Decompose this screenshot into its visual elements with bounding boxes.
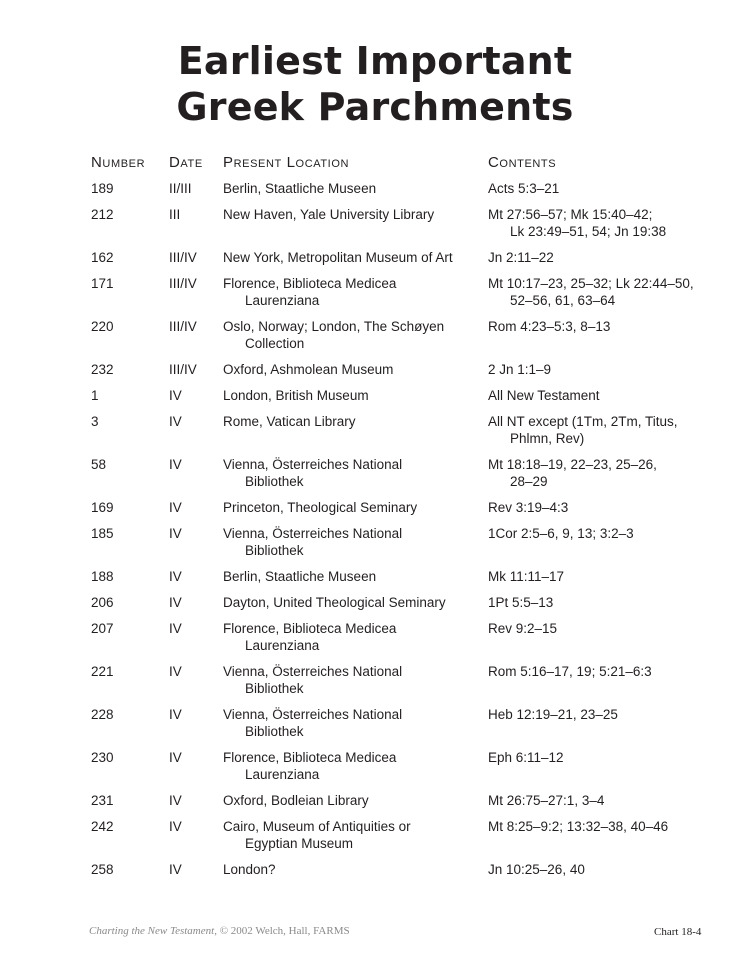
row-number: 242 (91, 819, 114, 834)
row-date: IV (169, 707, 182, 722)
location-line: Bibliothek (245, 681, 304, 696)
row-contents (488, 249, 718, 266)
title-line-2: Greek Parchments (176, 85, 574, 129)
row-location (223, 861, 478, 878)
row-date: IV (169, 526, 182, 541)
row-number: 207 (91, 621, 114, 636)
location-line: Bibliothek (245, 543, 304, 558)
row-number: 169 (91, 500, 114, 515)
location-line: Vienna, Österreiches National (223, 664, 403, 679)
contents-line: All New Testament (488, 388, 600, 403)
row-location (223, 206, 478, 223)
row-number: 185 (91, 526, 114, 541)
location-line: Florence, Biblioteca Medicea (223, 621, 397, 636)
row-date: III/IV (169, 362, 197, 377)
row-date: IV (169, 664, 182, 679)
row-number: 231 (91, 793, 114, 808)
contents-line: 2 Jn 1:1–9 (488, 362, 552, 377)
row-location (223, 387, 478, 404)
row-contents (488, 594, 718, 611)
location-line: Dayton, United Theological Seminary (223, 595, 446, 610)
row-contents (488, 413, 718, 447)
row-contents (488, 818, 718, 835)
contents-line: Heb 12:19–21, 23–25 (488, 707, 618, 722)
row-contents (488, 861, 718, 878)
row-location (223, 792, 478, 809)
contents-line: Mt 27:56–57; Mk 15:40–42; (488, 207, 653, 222)
location-line: New York, Metropolitan Museum of Art (223, 250, 453, 265)
source-credit (89, 925, 350, 937)
location-line: Laurenziana (245, 293, 320, 308)
row-location (223, 456, 478, 490)
location-line: Cairo, Museum of Antiquities or (223, 819, 411, 834)
row-date: IV (169, 457, 182, 472)
row-number: 230 (91, 750, 114, 765)
location-line: Florence, Biblioteca Medicea (223, 750, 397, 765)
row-location (223, 706, 478, 740)
header-contents: Contents (488, 154, 557, 171)
contents-line: Acts 5:3–21 (488, 181, 560, 196)
contents-line: Eph 6:11–12 (488, 750, 564, 765)
row-date: II/III (169, 181, 192, 196)
contents-line: Mt 10:17–23, 25–32; Lk 22:44–50, (488, 276, 694, 291)
row-date: III/IV (169, 250, 197, 265)
contents-line: Rev 9:2–15 (488, 621, 558, 636)
row-contents (488, 499, 718, 516)
row-date: IV (169, 750, 182, 765)
location-line: Rome, Vatican Library (223, 414, 356, 429)
header-number: Number (91, 154, 146, 171)
contents-line: 52–56, 61, 63–64 (510, 293, 616, 308)
row-date: IV (169, 862, 182, 877)
row-number: 1 (91, 388, 99, 403)
row-number: 171 (91, 276, 114, 291)
location-line: Oslo, Norway; London, The Schøyen (223, 319, 445, 334)
row-number: 221 (91, 664, 114, 679)
contents-line: Mt 8:25–9:2; 13:32–38, 40–46 (488, 819, 669, 834)
contents-line: Rev 3:19–4:3 (488, 500, 569, 515)
row-date: III/IV (169, 319, 197, 334)
contents-line: Jn 10:25–26, 40 (488, 862, 585, 877)
row-contents (488, 620, 718, 637)
row-number: 220 (91, 319, 114, 334)
header-location: Present Location (223, 154, 350, 171)
contents-line: Mk 11:11–17 (488, 569, 565, 584)
location-line: Vienna, Österreiches National (223, 707, 403, 722)
row-number: 3 (91, 414, 99, 429)
row-location (223, 499, 478, 516)
row-location (223, 568, 478, 585)
row-location (223, 525, 478, 559)
location-line: Berlin, Staatliche Museen (223, 181, 377, 196)
row-number: 228 (91, 707, 114, 722)
row-contents (488, 361, 718, 378)
title-line-1: Earliest Important (177, 39, 573, 83)
location-line: New Haven, Yale University Library (223, 207, 435, 222)
contents-line: Mt 18:18–19, 22–23, 25–26, (488, 457, 657, 472)
row-contents (488, 387, 718, 404)
row-contents (488, 663, 718, 680)
location-line: Berlin, Staatliche Museen (223, 569, 377, 584)
contents-line: 1Cor 2:5–6, 9, 13; 3:2–3 (488, 526, 634, 541)
row-location (223, 180, 478, 197)
row-contents (488, 275, 718, 309)
row-contents (488, 180, 718, 197)
header-date: Date (169, 154, 203, 171)
row-number: 188 (91, 569, 114, 584)
row-location (223, 413, 478, 430)
row-date: IV (169, 500, 182, 515)
location-line: Princeton, Theological Seminary (223, 500, 418, 515)
row-number: 189 (91, 181, 114, 196)
location-line: London? (223, 862, 276, 877)
location-line: Bibliothek (245, 724, 304, 739)
location-line: Bibliothek (245, 474, 304, 489)
row-location (223, 594, 478, 611)
location-line: Laurenziana (245, 767, 320, 782)
page-title (0, 38, 750, 130)
location-line: London, British Museum (223, 388, 369, 403)
row-contents (488, 792, 718, 809)
contents-line: Rom 4:23–5:3, 8–13 (488, 319, 611, 334)
row-location (223, 620, 478, 654)
contents-line: Phlmn, Rev) (510, 431, 585, 446)
row-date: IV (169, 595, 182, 610)
row-date: IV (169, 793, 182, 808)
contents-line: All NT except (1Tm, 2Tm, Titus, (488, 414, 678, 429)
contents-line: 28–29 (510, 474, 548, 489)
source-title: Charting the New Testament (89, 925, 215, 937)
row-contents (488, 206, 718, 240)
row-date: IV (169, 621, 182, 636)
location-line: Egyptian Museum (245, 836, 354, 851)
contents-line: Jn 2:11–22 (488, 250, 554, 265)
row-number: 258 (91, 862, 114, 877)
row-date: IV (169, 819, 182, 834)
location-line: Oxford, Bodleian Library (223, 793, 369, 808)
row-location (223, 249, 478, 266)
location-line: Laurenziana (245, 638, 320, 653)
location-line: Vienna, Österreiches National (223, 526, 403, 541)
row-number: 206 (91, 595, 114, 610)
contents-line: 1Pt 5:5–13 (488, 595, 554, 610)
row-location (223, 749, 478, 783)
row-contents (488, 749, 718, 766)
location-line: Oxford, Ashmolean Museum (223, 362, 394, 377)
row-number: 58 (91, 457, 107, 472)
source-rest: , © 2002 Welch, Hall, FARMS (214, 925, 350, 937)
location-line: Florence, Biblioteca Medicea (223, 276, 397, 291)
row-location (223, 361, 478, 378)
row-number: 212 (91, 207, 114, 222)
row-location (223, 818, 478, 852)
row-contents (488, 525, 718, 542)
row-contents (488, 706, 718, 723)
chart-label: Chart 18-4 (654, 926, 702, 938)
row-location (223, 275, 478, 309)
row-contents (488, 456, 718, 490)
row-contents (488, 568, 718, 585)
row-date: III (169, 207, 181, 222)
row-number: 232 (91, 362, 114, 377)
row-date: IV (169, 388, 182, 403)
row-location (223, 318, 478, 352)
row-date: IV (169, 414, 182, 429)
row-contents (488, 318, 718, 335)
contents-line: Lk 23:49–51, 54; Jn 19:38 (510, 224, 667, 239)
contents-line: Mt 26:75–27:1, 3–4 (488, 793, 605, 808)
row-date: III/IV (169, 276, 197, 291)
location-line: Collection (245, 336, 305, 351)
row-date: IV (169, 569, 182, 584)
row-location (223, 663, 478, 697)
location-line: Vienna, Österreiches National (223, 457, 403, 472)
row-number: 162 (91, 250, 114, 265)
contents-line: Rom 5:16–17, 19; 5:21–6:3 (488, 664, 652, 679)
